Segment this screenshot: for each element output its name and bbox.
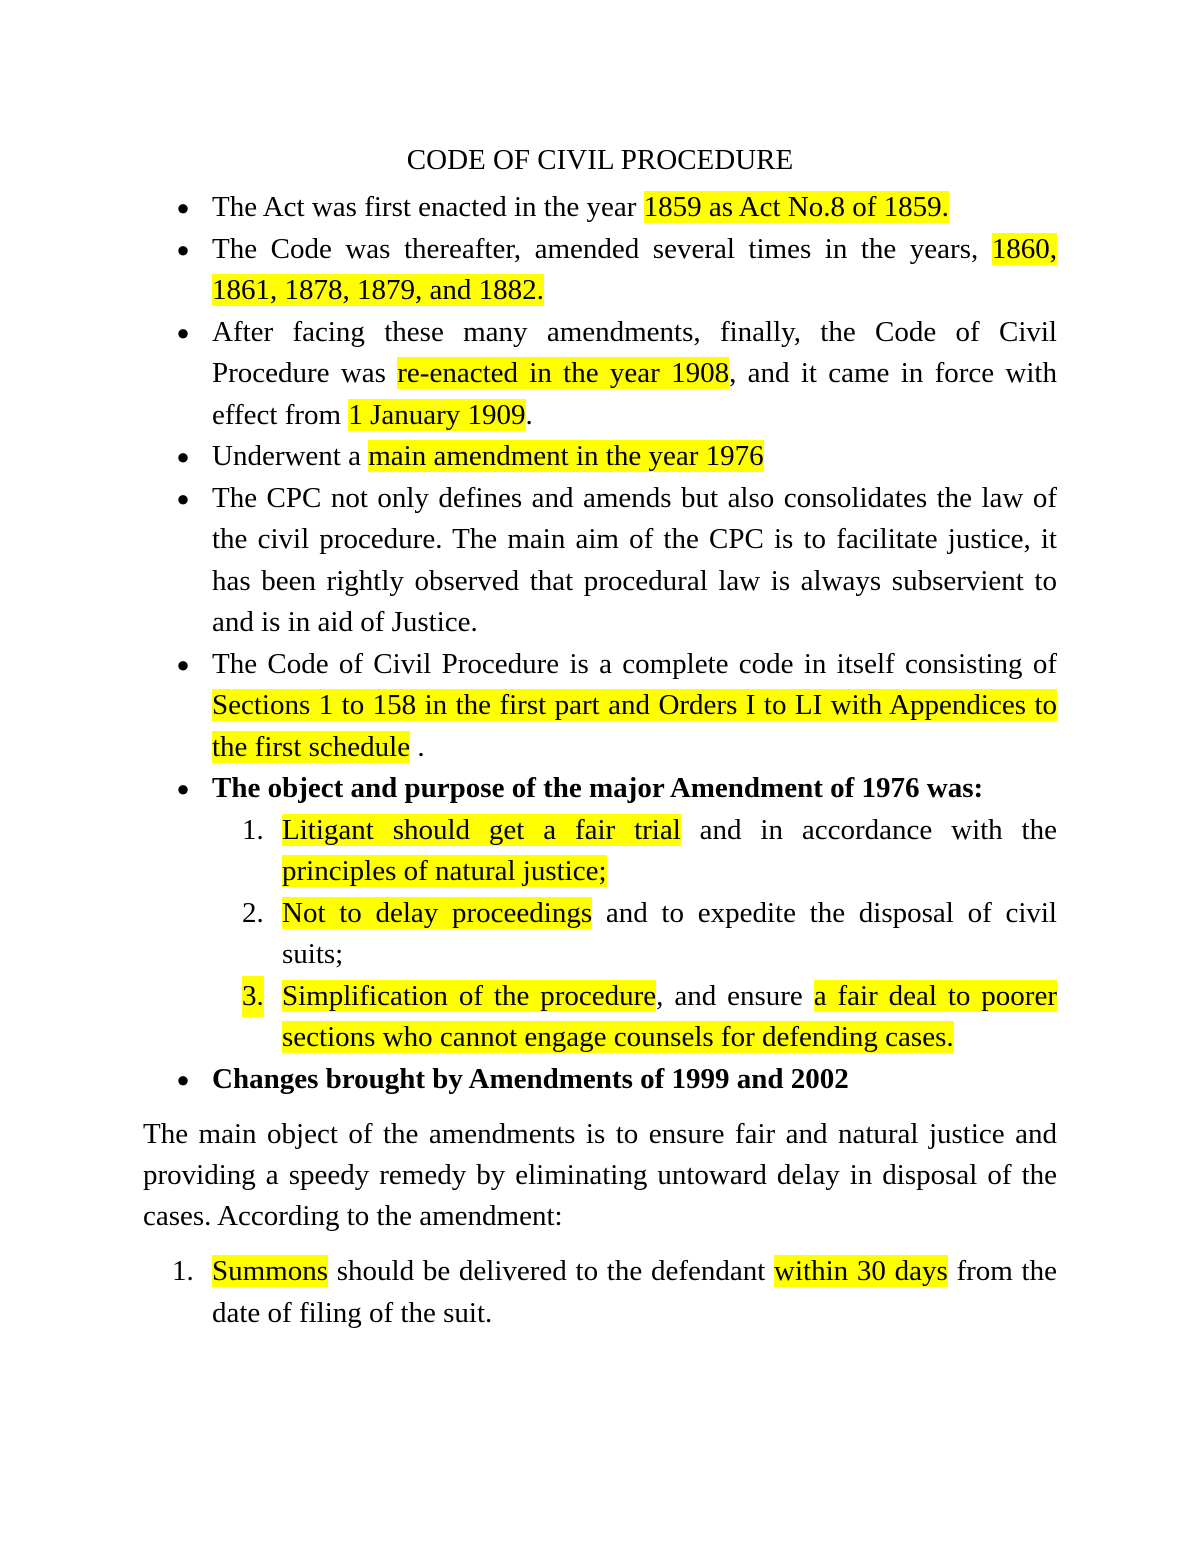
bullet-icon: ●: [176, 236, 190, 262]
bullet-icon: ●: [176, 485, 190, 511]
object-list-item: 2. Not to delay proceedings and to expedite the disposal of civil suits;: [142, 893, 1057, 976]
list-number: 1.: [242, 813, 264, 846]
object-heading: The object and purpose of the major Amendment of 1976 was:: [212, 772, 984, 804]
bullet-item: [143, 229, 1057, 312]
bullet-text: The Code was thereafter, amended several times in the years, 1860, 1861, 1878, 1879, and 1882.: [212, 232, 1057, 306]
bullet-icon: ●: [176, 195, 190, 220]
bullet-item: [143, 312, 1057, 437]
object-list: [212, 810, 1057, 1059]
bullet-text: The CPC not only defines and amends but also consolidates the law of the civil procedure. The main aim of the CPC is to facilitate justice, it has been rightly observed that procedural law is always subservient to and is in aid of Justice.: [212, 481, 1057, 638]
list-number: 2.: [242, 896, 264, 929]
bullet-icon: ●: [176, 1066, 190, 1092]
bullet-item: [143, 187, 1057, 229]
bullet-icon: ●: [176, 444, 190, 469]
bullet-item: [143, 478, 1057, 644]
bullet-icon: ●: [176, 319, 190, 345]
bullet-item-changes-heading: [143, 1059, 1057, 1101]
changes-heading: Changes brought by Amendments of 1999 and 2002: [212, 1062, 849, 1095]
bullet-text: The Code of Civil Procedure is a complete code in itself consisting of Sections 1 to 158 in the first part and Orders I to LI with Appendices to the first schedule .: [212, 647, 1057, 763]
bullet-item: [143, 436, 1057, 478]
bullet-icon: ●: [176, 651, 190, 677]
amendment-list: [143, 1251, 1057, 1334]
amendment-list-item: 1. Summons should be delivered to the defendant within 30 days from the date of filing of the suit.: [143, 1251, 1057, 1334]
list-number: 1.: [172, 1255, 194, 1287]
object-list-item: 1. Litigant should get a fair trial and in accordance with the principles of natural justice;: [142, 810, 1057, 893]
bullet-text: Underwent a main amendment in the year 1976: [212, 440, 764, 472]
bullet-text: After facing these many amendments, finally, the Code of Civil Procedure was re-enacted in the year 1908, and it came in force with effect from 1 January 1909.: [212, 315, 1057, 431]
bullet-item-object-heading: [143, 768, 1057, 1059]
object-list-item: 3. Simplification of the procedure, and ensure a fair deal to poorer sections who cannot engage counsels for defending cases.: [142, 976, 1057, 1059]
amendment-paragraph: The main object of the amendments is to ensure fair and natural justice and providing a speedy remedy by eliminating untoward delay in disposal of the cases. According to the amendment:: [143, 1118, 1057, 1232]
bullet-icon: ●: [176, 776, 190, 801]
bullet-item: [143, 644, 1057, 769]
document-title: CODE OF CIVIL PROCEDURE: [406, 144, 794, 176]
list-number: 3.: [242, 976, 264, 1018]
main-bullet-list: [143, 187, 1057, 1100]
document-page: [143, 138, 1057, 1334]
bullet-text: The Act was first enacted in the year 1859 as Act No.8 of 1859.: [212, 191, 949, 223]
